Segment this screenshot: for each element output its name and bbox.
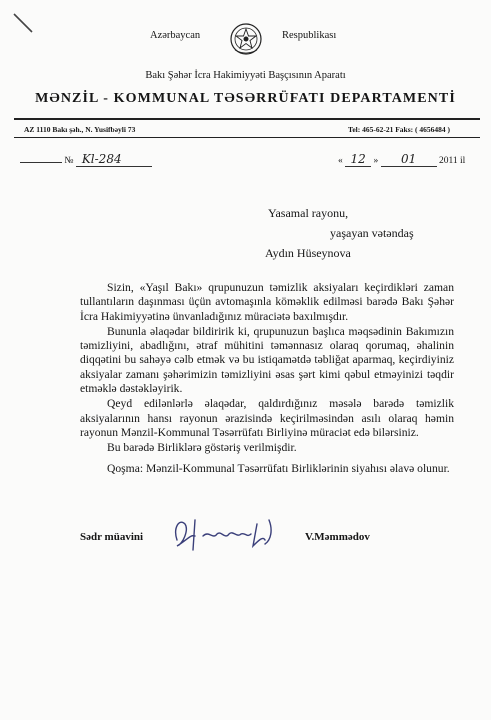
header-department: MƏNZİL - KOMMUNAL TƏSƏRRÜFATI DEPARTAMENTİ (35, 91, 456, 106)
header-country-left: Azərbaycan (150, 30, 201, 41)
body-paragraph-3: Qeyd edilənlərlə əlaqədar, qaldırdığınız məsələ barədə təmizlik aksiyalarının hansı rayonun ərazisində keçirilməsindən asılı olaraq həmin rayonun Mənzil-Kommunal Təsərrüfatı Birliyinə müraciət edə bilərsiniz. (80, 397, 454, 439)
header-apparatus: Bakı Şəhər İcra Hakimiyyəti Başçısının Aparatı (145, 70, 346, 81)
header-country-right: Respublikası (282, 30, 337, 41)
date-month: 01 (381, 152, 437, 167)
staple-mark-icon (12, 12, 34, 34)
addressee-line-1: Yasamal rayonu, (268, 206, 349, 220)
signatory-position: Sədr müavini (80, 531, 144, 543)
body-paragraph-2: Bununla əlaqədar bildiririk ki, qrupunuzun başlıca məqsədinin Bakımızın təmizliyini, abadlığını, ətraf mühitini təmənnasız olaraq qorumaq, əhalinin diqqətini bu sahəyə cəlb etmək və bu istiqamətdə təbliğat aparmaq, keçirdiyiniz aksiyalar zamanı şəhərimizin təmizliyini əsas şərt kimi qəbul etməyinizi təqdir etməklə dəstəkləyirik. (80, 324, 454, 396)
letter-body (80, 281, 454, 477)
header-contacts: Tel: 465-62-21 Faks: ( 4656484 ) (348, 125, 451, 134)
addressee-line-3: Aydın Hüseynova (265, 246, 351, 260)
reference-date (338, 152, 465, 167)
header-address: AZ 1110 Bakı şəh., N. Yusifbəyli 73 (24, 125, 136, 134)
reference-number-prefix: № (64, 156, 74, 166)
coat-of-arms-icon (229, 22, 263, 56)
body-paragraph-5: Qoşma: Mənzil-Kommunal Təsərrüfatı Birliklərinin siyahısı əlavə olunur. (107, 461, 450, 475)
header-divider-thin (14, 137, 480, 138)
reference-number (20, 152, 152, 167)
date-close-quote: » (373, 156, 379, 166)
body-paragraph-1: Sizin, «Yaşıl Bakı» qrupunuzun təmizlik aksiyaları keçirdikləri zaman tullantıların daşınması üçün avtomaşınla köməklik edilməsi barədə Bakı Şəhər İcra Hakimiyyətinə ünvanladığınız müraciətə baxılmışdır. (80, 281, 454, 323)
date-year: 2011 il (439, 156, 466, 166)
handwritten-signature (165, 510, 285, 556)
body-paragraph-4: Bu barədə Birliklərə göstəriş verilmişdir. (107, 441, 297, 455)
reference-number-value: Kl-284 (76, 152, 152, 167)
reference-blank (20, 162, 62, 163)
date-day: 12 (345, 152, 371, 167)
header-divider-thick (14, 118, 480, 120)
date-open-quote: « (338, 156, 343, 166)
addressee-line-2: yaşayan vətəndaş (330, 226, 414, 240)
signatory-name: V.Məmmədov (305, 531, 370, 543)
